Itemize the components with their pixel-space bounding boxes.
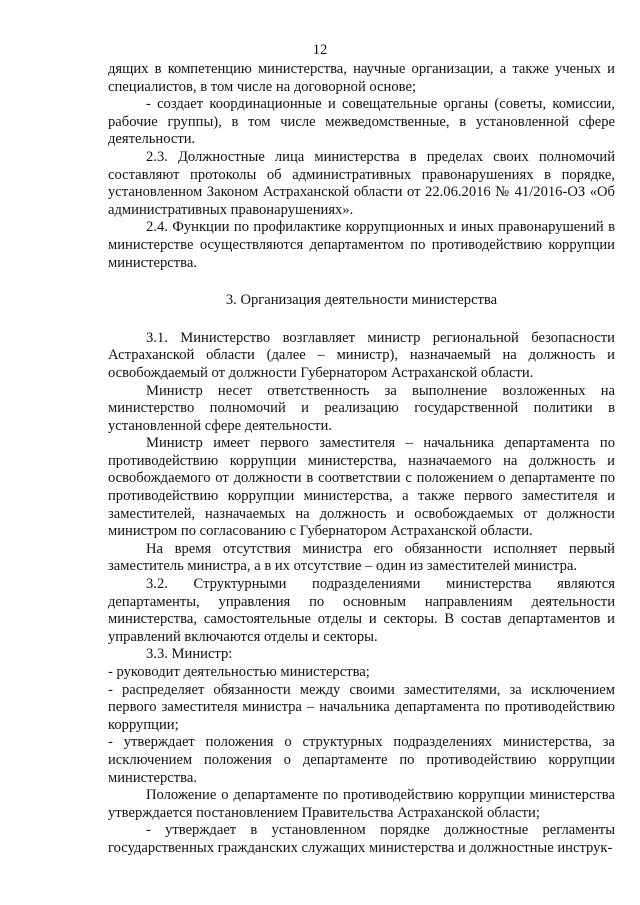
section-heading: 3. Организация деятельности министерства	[225, 292, 498, 309]
paragraph: дящих в компетенцию министерства, научные организации, а также ученых и специалистов, в том числе на договорной основе;	[108, 61, 615, 95]
list-item: - распределяет обязанности между своими заместителями, за исключением первого заместителя министра – начальника департамента по противодействию коррупции;	[108, 681, 615, 733]
paragraph: 3.1. Министерство возглавляет министр региональной безопасности Астраханской области (далее – министр), назначаемый на должность и освобождаемый от должности Губернатором Астраханской области.	[108, 329, 615, 381]
list-item: - утверждает в установленном порядке должностные регламенты государственных гражданских служащих министерства и должностные инструк-	[108, 822, 615, 856]
list-item: - утверждает положения о структурных подразделениях министерства, за исключением положения о департаменте по противодействию коррупции министерства.	[108, 734, 615, 786]
paragraph: 2.4. Функции по профилактике коррупционных и иных правонарушений в министерстве осуществляются департаментом по противодействию коррупции министерства.	[108, 219, 615, 271]
paragraph: Министр имеет первого заместителя – начальника департамента по противодействию коррупции министерства, назначаемого на должность и освобождаемого от должности в соответствии с положением о департаменте по противодействию коррупции министерства, а также первого заместителя и заместителей, назначаемых на должность и освобождаемых от должности министром по согласованию с Губернатором Астраханской области.	[108, 435, 615, 540]
paragraph: 3.3. Министр:	[146, 646, 233, 663]
paragraph: - создает координационные и совещательные органы (советы, комиссии, рабочие группы), в том числе межведомственные, в установленной сфере деятельности.	[108, 96, 615, 148]
page-number: 12	[312, 42, 328, 58]
paragraph: На время отсутствия министра его обязанности исполняет первый заместитель министра, а в их отсутствие – один из заместителей министра.	[108, 540, 615, 575]
paragraph: 3.2. Структурными подразделениями министерства являются департаменты, управления по основным направлениям деятельности министерства, самостоятельные отделы и секторы. В состав департаментов и управлений включаются отделы и секторы.	[108, 576, 615, 645]
document-body	[108, 61, 615, 858]
paragraph: 2.3. Должностные лица министерства в пределах своих полномочий составляют протоколы об административных правонарушениях в порядке, установленном Законом Астраханской области от 22.06.2016 № 41/2016-ОЗ «Об административных правонарушениях».	[108, 148, 615, 218]
paragraph: Министр несет ответственность за выполнение возложенных на министерство полномочий и реализацию государственной политики в установленной сфере деятельности.	[108, 382, 615, 434]
list-item: - руководит деятельностью министерства;	[108, 664, 370, 680]
paragraph: Положение о департаменте по противодействию коррупции министерства утверждается постановлением Правительства Астраханской области;	[108, 787, 615, 821]
